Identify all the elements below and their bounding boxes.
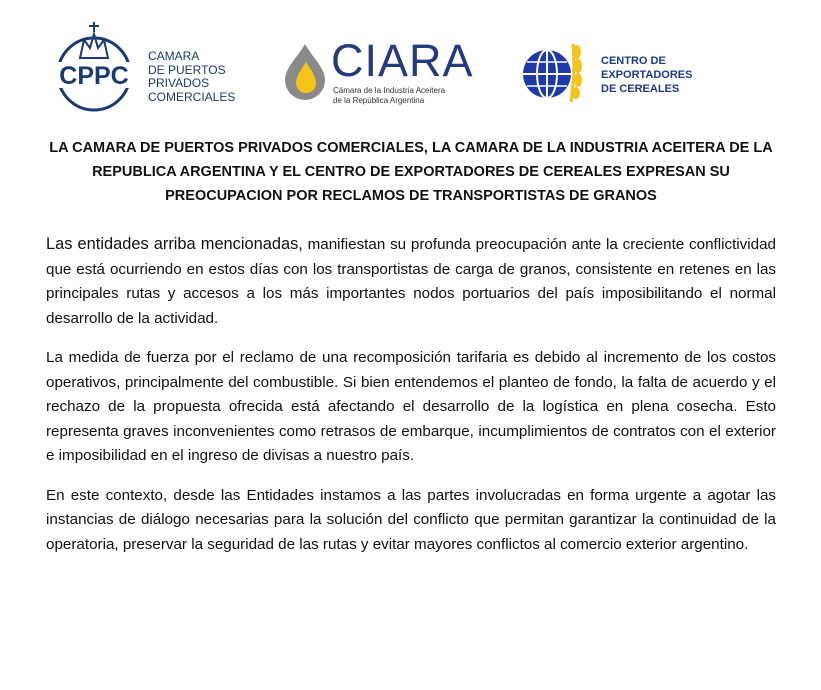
globe-wheat-icon [519, 38, 583, 108]
oil-drop-icon [283, 42, 327, 100]
cec-name: CENTRO DE EXPORTADORES DE CEREALES [601, 55, 693, 95]
document-body [46, 232, 776, 572]
paragraph-3: En este contexto, desde las Entidades instamos a las partes involucradas en forma urgente a agotar las instancias de diálogo necesarias para la solución del conflicto que permitan garantizar la continuidad de la operatoria, preservar la seguridad de las rutas y evitar mayores conflictos al comercio exterior argentino. [46, 486, 776, 553]
ciara-subtitle: Cámara de la Industria Aceitera de la República Argentina [333, 86, 446, 105]
cec-logo [519, 38, 719, 118]
logo-header [0, 0, 821, 120]
paragraph-1-rest: manifiestan su profunda preocupación ante la creciente conflictividad que está ocurriendo en estos días con los transportistas de carga de granos, consistente en retenes en las principales rutas y accesos a los más importantes nodos portuarios del país imposibilitando el normal desarrollo de la actividad. [46, 236, 776, 327]
cppc-mark-text: CPPC [59, 62, 129, 90]
cppc-logo [50, 16, 250, 116]
paragraph-1-lead: Las entidades arriba mencionadas, [46, 235, 303, 253]
ciara-logo [283, 35, 493, 118]
ciara-name: CIARA [331, 35, 474, 86]
paragraph-1 [46, 232, 776, 331]
paragraph-2: La medida de fuerza por el reclamo de una recomposición tarifaria es debido al incremento de los costos operativos, principalmente del combustible. Si bien entendemos el planteo de fondo, la falta de acuerdo y el rechazo de la propuesta ofrecida está afectando el desarrollo de la logística en plena cosecha. Esto representa graves inconvenientes como retrasos de embarque, incumplimientos de contratos con el exterior e imposibilidad en el ingreso de divisas a nuestro país. [46, 349, 776, 464]
document-title: LA CAMARA DE PUERTOS PRIVADOS COMERCIALES, LA CAMARA DE LA INDUSTRIA ACEITERA DE LA REPUBLICA ARGENTINA Y EL CENTRO DE EXPORTADORES DE CEREALES EXPRESAN SU PREOCUPACION POR RECLAMOS DE TRANSPORTISTAS DE GRANOS [49, 140, 773, 204]
anchor-crest-icon [50, 16, 142, 112]
cppc-name: CAMARA DE PUERTOS PRIVADOS COMERCIALES [148, 49, 236, 104]
